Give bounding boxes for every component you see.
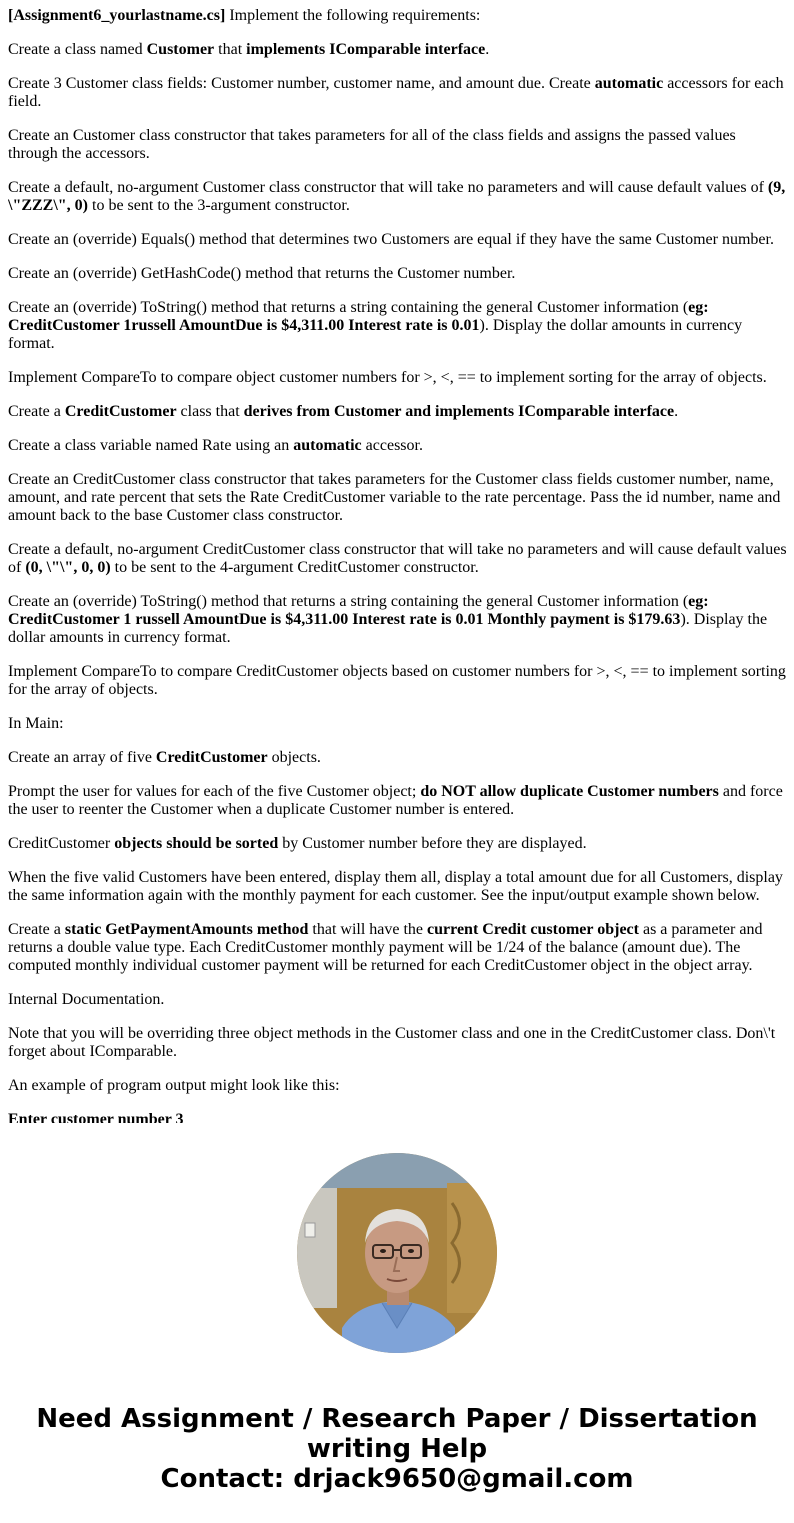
text-run: accessors for each field. <box>8 75 784 110</box>
text-run: that <box>214 41 247 58</box>
text-run: Create an (override) ToString() method that returns a string containing the general Customer information ( <box>8 593 689 610</box>
banner-line-2: writing Help <box>306 1434 488 1464</box>
bold-text: CreditCustomer <box>155 749 268 766</box>
bold-text: implements IComparable interface <box>246 41 486 58</box>
bold-text: [Assignment6_yourlastname.cs] <box>8 7 226 24</box>
paragraph <box>8 921 788 975</box>
text-run: Create an (override) GetHashCode() method that returns the Customer number. <box>8 265 516 282</box>
text-run: accessor. <box>361 437 423 454</box>
text-run: Create a <box>8 921 65 938</box>
banner-line-1: Need Assignment / Research Paper / Dissertation <box>36 1404 758 1434</box>
text-run: to be sent to the 3-argument constructor. <box>88 197 350 214</box>
assignment-document <box>8 0 788 1123</box>
text-run: Note that you will be overriding three object methods in the Customer class and one in the CreditCustomer class. Don\'t forget about IComparable. <box>8 1025 776 1060</box>
paragraph <box>8 749 788 767</box>
bold-text: (9, \"ZZZ\", 0) <box>8 179 786 214</box>
text-run: Implement CompareTo to compare CreditCustomer objects based on customer numbers for >, <, == to implement sorting for the array of objects. <box>8 663 786 698</box>
paragraph <box>8 541 788 577</box>
paragraph <box>8 179 788 215</box>
paragraph <box>8 265 788 283</box>
text-run: Create a class named <box>8 41 147 58</box>
text-run: . <box>674 403 679 420</box>
text-run: Create a <box>8 403 65 420</box>
text-run: An example of program output might look like this: <box>8 1077 340 1094</box>
paragraph <box>8 663 788 699</box>
paragraph <box>8 1025 788 1061</box>
bold-text: current Credit customer object <box>427 921 639 938</box>
text-run: Create an CreditCustomer class constructor that takes parameters for the Customer class fields customer number, name, amount, and rate percent that sets the Rate CreditCustomer variable to the rate percentage. Pass the id number, name and amount back to the base Customer class constructor. <box>8 471 781 524</box>
text-run: by Customer number before they are displayed. <box>278 835 587 852</box>
text-run: Prompt the user for values for each of the five Customer object; <box>8 783 421 800</box>
bold-text: Customer <box>146 41 215 58</box>
paragraph <box>8 471 788 525</box>
paragraph <box>8 1111 788 1123</box>
text-run: Implement the following requirements: <box>225 7 481 24</box>
text-run: In Main: <box>8 715 64 732</box>
text-run: and force the user to reenter the Customer when a duplicate Customer number is entered. <box>8 783 783 818</box>
text-run: objects. <box>267 749 321 766</box>
text-run: Internal Documentation. <box>8 991 165 1008</box>
text-run: Create an (override) Equals() method that determines two Customers are equal if they have the same Customer number. <box>8 231 774 248</box>
text-run: CreditCustomer <box>8 835 115 852</box>
person-portrait-icon <box>297 1153 497 1353</box>
paragraph <box>8 75 788 111</box>
paragraph <box>8 437 788 455</box>
text-run: . <box>485 41 490 58</box>
paragraph <box>8 991 788 1009</box>
paragraph <box>8 593 788 647</box>
text-run: that will have the <box>308 921 428 938</box>
bold-text: eg: CreditCustomer 1 russell AmountDue is $4,311.00 Interest rate is 0.01 Monthly payment is $179.63 <box>8 593 709 628</box>
paragraph <box>8 715 788 733</box>
paragraph <box>8 299 788 353</box>
bold-text: derives from Customer and implements IComparable interface <box>243 403 675 420</box>
text-run: Create a default, no-argument CreditCustomer class constructor that will take no parameters and will cause default values of <box>8 541 787 576</box>
text-run: Create an array of five <box>8 749 156 766</box>
text-run: Create a class variable named Rate using an <box>8 437 294 454</box>
bold-text: automatic <box>594 75 664 92</box>
bold-text: CreditCustomer <box>64 403 177 420</box>
contact-email: Contact: drjack9650@gmail.com <box>160 1464 634 1494</box>
bold-text: do NOT allow duplicate Customer numbers <box>420 783 719 800</box>
bold-text: automatic <box>293 437 362 454</box>
text-run: class that <box>176 403 244 420</box>
text-run: Implement CompareTo to compare object customer numbers for >, <, == to implement sorting for the array of objects. <box>8 369 767 386</box>
text-run: ). Display the dollar amounts in currency format. <box>8 317 743 352</box>
paragraph <box>8 783 788 819</box>
text-run: Create a default, no-argument Customer class constructor that will take no parameters and will cause default values of <box>8 179 768 196</box>
bold-text: eg: CreditCustomer 1russell AmountDue is $4,311.00 Interest rate is 0.01 <box>8 299 709 334</box>
text-run: Create 3 Customer class fields: Customer number, customer name, and amount due. Create <box>8 75 595 92</box>
bold-text: Enter customer number 3 <box>8 1111 184 1123</box>
bold-text: (0, \"\", 0, 0) <box>25 559 111 576</box>
paragraph <box>8 41 788 59</box>
paragraph <box>8 369 788 387</box>
text-run: Create an (override) ToString() method that returns a string containing the general Customer information ( <box>8 299 689 316</box>
text-run: to be sent to the 4-argument CreditCustomer constructor. <box>110 559 479 576</box>
paragraph <box>8 231 788 249</box>
paragraph <box>8 7 788 25</box>
text-run: When the five valid Customers have been entered, display them all, display a total amount due for all Customers, display the same information again with the monthly payment for each customer. See the input/output example shown below. <box>8 869 783 904</box>
text-run: as a parameter and returns a double value type. Each CreditCustomer monthly payment will be 1/24 of the balance (amount due). The computed monthly individual customer payment will be returned for each CreditCustomer object in the object array. <box>8 921 763 974</box>
paragraph <box>8 835 788 853</box>
help-contact-banner <box>0 1404 794 1494</box>
bold-text: static GetPaymentAmounts method <box>64 921 309 938</box>
text-run: ). Display the dollar amounts in currency format. <box>8 611 768 646</box>
bold-text: objects should be sorted <box>114 835 279 852</box>
paragraph <box>8 127 788 163</box>
paragraph <box>8 1077 788 1095</box>
paragraph <box>8 869 788 905</box>
text-run: Create an Customer class constructor that takes parameters for all of the class fields and assigns the passed values through the accessors. <box>8 127 736 162</box>
paragraph <box>8 403 788 421</box>
